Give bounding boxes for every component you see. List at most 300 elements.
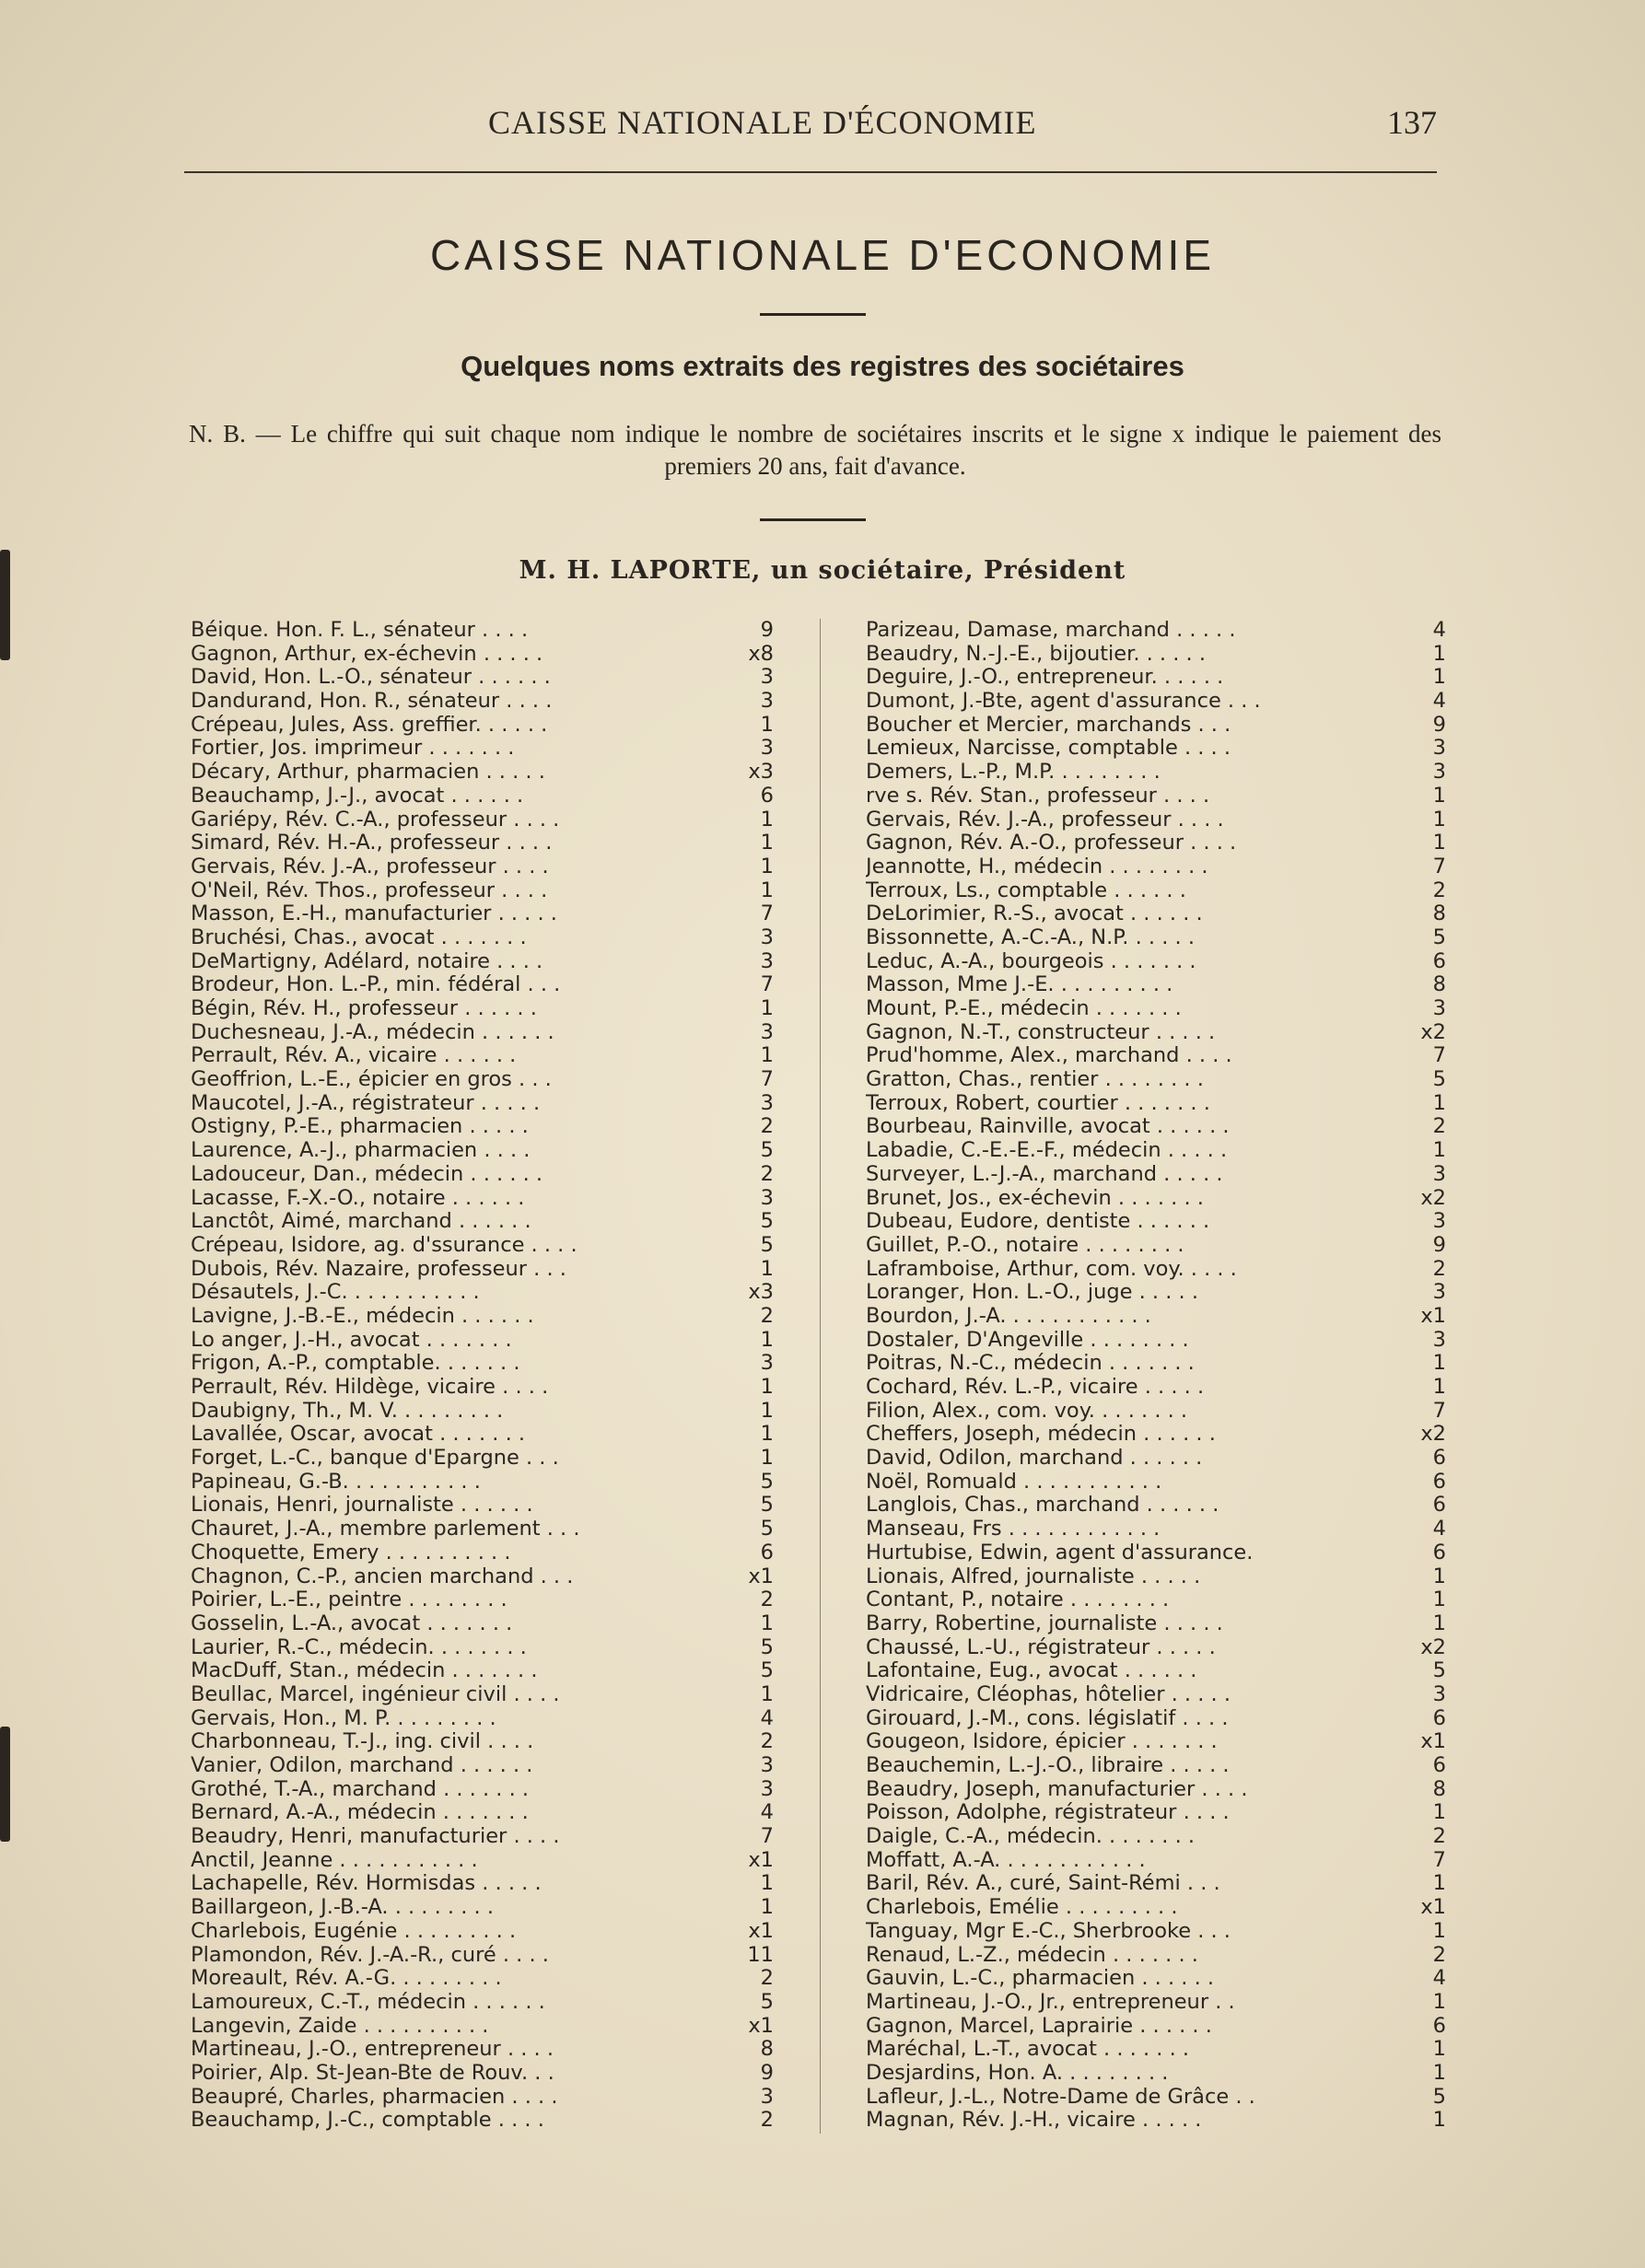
list-item [866,1139,1446,1163]
member-count: x1 [748,1848,774,1872]
member-count: 2 [760,1967,774,1991]
list-item [866,808,1446,832]
member-count: 1 [760,1423,774,1447]
member-count: 5 [760,1659,774,1683]
member-name: Crépeau, Isidore, ag. d'ssurance . . . . [191,1233,578,1257]
member-count: x8 [748,642,774,666]
right-column [866,619,1446,2133]
member-count: 6 [760,1541,774,1564]
list-item [866,1281,1446,1305]
member-count: 1 [1432,1990,1446,2014]
list-item [191,785,774,808]
member-name: Lionais, Henri, journaliste . . . . . . [191,1494,533,1518]
member-count: 8 [1432,902,1446,926]
member-count: 2 [1432,1825,1446,1849]
member-count: 3 [760,666,774,690]
list-item [191,1281,774,1305]
member-name: Duchesneau, J.-A., médecin . . . . . . [191,1020,554,1044]
member-count: 1 [1432,2038,1446,2062]
member-name: Contant, P., notaire . . . . . . . . [866,1588,1170,1612]
member-count: 3 [1432,1682,1446,1706]
member-count: 2 [1432,1257,1446,1281]
member-count: 1 [760,1611,774,1635]
member-count: 6 [1432,2014,1446,2038]
member-name: Dubeau, Eudore, dentiste . . . . . . [866,1210,1210,1234]
member-count: 3 [1432,1281,1446,1305]
member-name: Filion, Alex., com. voy. . . . . . . . [866,1399,1188,1423]
member-count: 1 [760,1872,774,1896]
list-item [866,619,1446,643]
member-name: Maréchal, L.-T., avocat . . . . . . . [866,2038,1190,2062]
column-divider [820,619,821,2134]
list-item [866,714,1446,738]
member-count: 4 [1432,1967,1446,1991]
member-count: 7 [760,1825,774,1849]
member-name: Beauchamp, J.-J., avocat . . . . . . [191,784,524,808]
member-name: Vidricaire, Cléophas, hôtelier . . . . . [866,1682,1231,1706]
member-count: 9 [1432,1233,1446,1257]
list-item [866,879,1446,903]
member-name: Ladouceur, Dan., médecin . . . . . . [191,1162,543,1186]
member-count: 2 [760,1730,774,1754]
member-count: 7 [760,902,774,926]
list-item [866,1967,1446,1991]
list-item [866,1730,1446,1754]
member-count: 5 [760,1233,774,1257]
member-name: Baillargeon, J.-B.-A. . . . . . . . . [191,1896,494,1920]
list-item [866,1896,1446,1920]
member-count: 7 [1432,1848,1446,1872]
member-name: Hurtubise, Edwin, agent d'assurance. [866,1541,1254,1564]
member-count: 6 [1432,1754,1446,1777]
header-rule [184,171,1437,173]
running-head [184,103,1437,149]
member-name: Décary, Arthur, pharmacien . . . . . [191,761,545,785]
member-count: 1 [760,1399,774,1423]
member-count: 5 [760,1635,774,1659]
list-item [866,1068,1446,1092]
member-name: Demers, L.-P., M.P. . . . . . . . . [866,761,1161,785]
list-item [191,1068,774,1092]
list-item [866,1588,1446,1612]
member-name: Plamondon, Rév. J.-A.-R., curé . . . . [191,1943,549,1967]
list-item [866,1305,1446,1329]
member-count: x3 [748,1281,774,1305]
list-item [191,1849,774,1873]
member-name: Tanguay, Mgr E.-C., Sherbrooke . . . [866,1919,1231,1943]
member-count: 1 [760,713,774,737]
list-item [191,1636,774,1660]
member-count: 2 [1432,878,1446,902]
member-count: 9 [760,2061,774,2085]
member-count: 4 [1432,619,1446,642]
member-count: 1 [760,878,774,902]
list-item [866,1376,1446,1400]
member-name: Lo anger, J.-H., avocat . . . . . . . [191,1328,512,1352]
list-item [191,1447,774,1471]
member-name: Prud'homme, Alex., marchand . . . . [866,1044,1232,1068]
member-name: Moreault, Rév. A.-G. . . . . . . . . [191,1967,502,1991]
list-item [866,926,1446,950]
list-item [866,1210,1446,1234]
member-count: x1 [748,1564,774,1588]
member-count: 5 [760,1470,774,1494]
member-name: Bourdon, J.-A. . . . . . . . . . . . [866,1304,1151,1328]
list-item [191,1683,774,1707]
list-item [866,997,1446,1021]
list-item [191,1115,774,1139]
member-count: 3 [760,949,774,973]
list-item [866,2038,1446,2062]
left-column [191,619,774,2133]
member-name: Gagnon, Rév. A.-O., professeur . . . . [866,832,1237,855]
member-count: 6 [1432,1447,1446,1471]
member-name: Guillet, P.-O., notaire . . . . . . . . [866,1233,1184,1257]
member-count: 3 [760,1754,774,1777]
list-item [191,2062,774,2086]
member-name: Perrault, Rév. A., vicaire . . . . . . [191,1044,517,1068]
list-item [866,855,1446,879]
member-count: 1 [760,1257,774,1281]
list-item [191,902,774,926]
member-count: 5 [1432,2085,1446,2109]
member-name: Gougeon, Isidore, épicier . . . . . . . [866,1730,1218,1754]
member-count: 3 [760,1091,774,1115]
list-item [191,1588,774,1612]
list-item [191,1659,774,1683]
note-rule [760,518,866,521]
member-count: 2 [760,1162,774,1186]
list-item [191,2086,774,2110]
member-name: Dumont, J.-Bte, agent d'assurance . . . [866,690,1261,714]
member-name: Gervais, Hon., M. P. . . . . . . . . [191,1706,496,1730]
member-count: 1 [1432,1801,1446,1825]
member-count: 7 [1432,1044,1446,1068]
member-name: Poitras, N.-C., médecin . . . . . . . [866,1352,1195,1376]
member-count: 4 [1432,1518,1446,1541]
member-count: x2 [1420,1020,1446,1044]
member-name: Bégin, Rév. H., professeur . . . . . . [191,997,537,1020]
member-name: Gagnon, Marcel, Laprairie . . . . . . [866,2014,1212,2038]
member-count: 8 [1432,1777,1446,1801]
member-name: Charlebois, Eugénie . . . . . . . . . [191,1919,517,1943]
member-name: Lionais, Alfred, journaliste . . . . . [866,1564,1201,1588]
member-count: 2 [760,2109,774,2133]
member-count: 2 [1432,1115,1446,1139]
member-name: Dandurand, Hon. R., sénateur . . . . [191,690,553,714]
member-name: Maucotel, J.-A., régistrateur . . . . . [191,1091,541,1115]
member-count: 5 [760,1990,774,2014]
list-item [191,761,774,785]
member-name: Gagnon, Arthur, ex-échevin . . . . . [191,642,543,666]
member-count: x1 [748,2014,774,2038]
member-name: Lafontaine, Eug., avocat . . . . . . [866,1659,1197,1683]
member-count: 5 [1432,1659,1446,1683]
list-item [866,1400,1446,1424]
member-name: Chauret, J.-A., membre parlement . . . [191,1518,580,1541]
list-item [191,926,774,950]
member-count: 1 [1432,1352,1446,1376]
member-count: 1 [1432,1588,1446,1612]
member-name: David, Hon. L.-O., sénateur . . . . . . [191,666,551,690]
member-count: 2 [760,1588,774,1612]
list-item [191,1258,774,1282]
member-name: Martineau, J.-O., Jr., entrepreneur . . [866,1990,1235,2014]
member-count: 4 [1432,690,1446,714]
list-item [866,1565,1446,1589]
member-name: Bissonnette, A.-C.-A., N.P. . . . . . [866,925,1195,949]
member-count: 8 [1432,973,1446,997]
member-name: Forget, L.-C., banque d'Epargne . . . [191,1447,559,1471]
member-count: 5 [1432,925,1446,949]
member-name: Charbonneau, T.-J., ing. civil . . . . [191,1730,534,1754]
list-item [866,2015,1446,2039]
list-item [191,619,774,643]
member-count: 1 [760,1376,774,1399]
member-count: 1 [760,808,774,832]
member-name: Beullac, Marcel, ingénieur civil . . . . [191,1682,560,1706]
member-count: 1 [1432,1919,1446,1943]
list-item [866,1044,1446,1068]
member-count: 6 [1432,949,1446,973]
list-item [191,1612,774,1636]
member-name: Lavigne, J.-B.-E., médecin . . . . . . [191,1304,534,1328]
member-name: Surveyer, L.-J.-A., marchand . . . . . [866,1162,1223,1186]
member-count: 3 [1432,1328,1446,1352]
list-item [191,1329,774,1353]
list-item [866,1423,1446,1447]
list-item [866,1352,1446,1376]
member-name: Girouard, J.-M., cons. législatif . . . . [866,1706,1229,1730]
member-count: 9 [760,619,774,642]
member-name: Gauvin, L.-C., pharmacien . . . . . . [866,1967,1215,1991]
list-item [866,1778,1446,1802]
member-count: 1 [1432,1564,1446,1588]
member-name: Bourbeau, Rainville, avocat . . . . . . [866,1115,1230,1139]
member-count: x2 [1420,1423,1446,1447]
member-count: 3 [760,1186,774,1210]
member-name: Beauchemin, L.-J.-O., libraire . . . . . [866,1754,1230,1777]
list-item [866,1494,1446,1518]
member-name: Manseau, Frs . . . . . . . . . . . . [866,1518,1161,1541]
member-count: 1 [1432,2061,1446,2085]
member-name: DeLorimier, R.-S., avocat . . . . . . [866,902,1203,926]
member-name: Gervais, Rév. J.-A., professeur . . . . [191,855,549,878]
member-name: Ostigny, P.-E., pharmacien . . . . . [191,1115,529,1139]
member-name: Baril, Rév. A., curé, Saint-Rémi . . . [866,1872,1220,1896]
member-count: 5 [760,1210,774,1234]
member-name: Chagnon, C.-P., ancien marchand . . . [191,1564,574,1588]
member-count: 1 [1432,832,1446,855]
list-item [191,1541,774,1565]
member-count: 6 [760,784,774,808]
member-name: Simard, Rév. H.-A., professeur . . . . [191,832,553,855]
member-count: 1 [1432,1139,1446,1163]
member-name: Masson, Mme J.-E. . . . . . . . . . [866,973,1173,997]
list-item [191,1352,774,1376]
list-item [866,1329,1446,1353]
member-count: 9 [1432,713,1446,737]
member-name: Beaupré, Charles, pharmacien . . . . [191,2085,558,2109]
list-item [866,1636,1446,1660]
list-item [866,1707,1446,1731]
member-count: 5 [760,1518,774,1541]
list-item [191,1754,774,1778]
member-name: Masson, E.-H., manufacturier . . . . . [191,902,557,926]
list-item [191,1376,774,1400]
member-count: 2 [760,1115,774,1139]
list-item [191,1707,774,1731]
member-count: 1 [1432,2109,1446,2133]
member-name: Jeannotte, H., médecin . . . . . . . . [866,855,1208,878]
member-name: Poirier, Alp. St-Jean-Bte de Rouv. . . [191,2061,554,2085]
member-name: Frigon, A.-P., comptable. . . . . . . [191,1352,520,1376]
list-item [191,973,774,997]
list-item [191,2015,774,2039]
member-count: 5 [760,1139,774,1163]
member-name: Cochard, Rév. L.-P., vicaire . . . . . [866,1376,1205,1399]
list-item [866,1471,1446,1495]
list-item [866,785,1446,808]
member-name: Moffatt, A.-A. . . . . . . . . . . . [866,1848,1146,1872]
list-item [866,2086,1446,2110]
list-item [866,1872,1446,1896]
member-name: Brunet, Jos., ex-échevin . . . . . . . [866,1186,1204,1210]
list-item [866,1447,1446,1471]
member-count: 3 [1432,737,1446,761]
list-item [866,1541,1446,1565]
member-name: Desjardins, Hon. A. . . . . . . . . [866,2061,1169,2085]
list-item [866,1234,1446,1258]
member-count: 1 [1432,808,1446,832]
title-rule [760,313,866,316]
list-item [191,690,774,714]
member-count: 7 [1432,1399,1446,1423]
member-count: 6 [1432,1541,1446,1564]
member-name: Lavallée, Oscar, avocat . . . . . . . [191,1423,526,1447]
member-name: DeMartigny, Adélard, notaire . . . . [191,949,543,973]
member-count: x2 [1420,1635,1446,1659]
member-count: 6 [1432,1494,1446,1518]
member-count: x3 [748,761,774,785]
list-item [866,1258,1446,1282]
member-name: Charlebois, Emélie . . . . . . . . . [866,1896,1178,1920]
member-count: 4 [760,1706,774,1730]
member-count: 7 [760,1068,774,1092]
list-item [191,1044,774,1068]
member-count: 1 [1432,642,1446,666]
member-name: Choquette, Emery . . . . . . . . . . [191,1541,511,1564]
member-name: Langlois, Chas., marchand . . . . . . [866,1494,1219,1518]
member-name: Lachapelle, Rév. Hormisdas . . . . . [191,1872,542,1896]
list-item [866,761,1446,785]
member-name: MacDuff, Stan., médecin . . . . . . . [191,1659,538,1683]
member-name: Désautels, J.-C. . . . . . . . . . . [191,1281,480,1305]
member-name: Papineau, G.-B. . . . . . . . . . . [191,1470,481,1494]
member-count: 3 [760,1020,774,1044]
member-count: 4 [760,1801,774,1825]
member-count: 3 [760,1352,774,1376]
list-item [866,690,1446,714]
member-count: x1 [748,1919,774,1943]
list-item [191,1801,774,1825]
president-line: M. H. LAPORTE, un sociétaire, Président [519,556,1126,585]
member-name: Gagnon, N.-T., constructeur . . . . . [866,1020,1216,1044]
list-item [191,643,774,667]
member-count: x1 [1420,1896,1446,1920]
list-item [191,950,774,974]
member-name: Grothé, T.-A., marchand . . . . . . . [191,1777,530,1801]
subtitle: Quelques noms extraits des registres des sociétaires [461,350,1184,382]
member-name: Poisson, Adolphe, régistrateur . . . . [866,1801,1230,1825]
member-name: Fortier, Jos. imprimeur . . . . . . . [191,737,515,761]
list-item [191,1471,774,1495]
member-count: 3 [1432,997,1446,1020]
member-name: Lanctôt, Aimé, marchand . . . . . . [191,1210,531,1234]
member-name: Mount, P.-E., médecin . . . . . . . [866,997,1182,1020]
member-name: Barry, Robertine, journaliste . . . . . [866,1611,1223,1635]
member-name: Terroux, Robert, courtier . . . . . . . [866,1091,1210,1115]
member-count: 3 [1432,1210,1446,1234]
list-item [191,1730,774,1754]
member-count: 1 [760,997,774,1020]
list-item [866,1612,1446,1636]
member-count: x1 [1420,1730,1446,1754]
list-item [866,2062,1446,2086]
list-item [866,2109,1446,2133]
member-count: 1 [760,1896,774,1920]
list-item [866,1801,1446,1825]
list-item [191,2109,774,2133]
list-item [191,1872,774,1896]
list-item [191,832,774,855]
member-count: 3 [760,925,774,949]
member-name: Martineau, J.-O., entrepreneur . . . . [191,2038,554,2062]
member-name: Gervais, Rév. J.-A., professeur . . . . [866,808,1224,832]
member-name: Daubigny, Th., M. V. . . . . . . . . [191,1399,504,1423]
member-name: Chaussé, L.-U., régistrateur . . . . . [866,1635,1216,1659]
list-item [191,1187,774,1211]
list-item [191,2038,774,2062]
member-count: 1 [1432,1091,1446,1115]
member-name: Brodeur, Hon. L.-P., min. fédéral . . . [191,973,561,997]
list-item [191,855,774,879]
list-item [191,879,774,903]
member-count: 8 [760,2038,774,2062]
list-item [191,1991,774,2015]
member-count: 3 [760,737,774,761]
list-item [191,1092,774,1116]
member-name: Gratton, Chas., rentier . . . . . . . . [866,1068,1204,1092]
member-name: Perrault, Rév. Hildège, vicaire . . . . [191,1376,549,1399]
list-item [866,1115,1446,1139]
member-name: Cheffers, Joseph, médecin . . . . . . [866,1423,1216,1447]
member-count: 1 [760,1682,774,1706]
list-item [191,997,774,1021]
list-item [191,666,774,690]
member-count: 11 [747,1943,774,1967]
member-name: Béique. Hon. F. L., sénateur . . . . [191,619,529,642]
member-name: Beaudry, Joseph, manufacturier . . . . [866,1777,1248,1801]
member-count: 1 [760,1447,774,1471]
member-count: 7 [1432,855,1446,878]
list-item [866,832,1446,855]
note-paragraph: N. B. — Le chiffre qui suit chaque nom indique le nombre de sociétaires inscrits et le signe x indique le paiement des premiers 20 ans, fait d'avance. [189,420,1441,480]
list-item [191,1234,774,1258]
list-item [191,1423,774,1447]
member-name: Laurence, A.-J., pharmacien . . . . [191,1139,531,1163]
list-item [191,1778,774,1802]
